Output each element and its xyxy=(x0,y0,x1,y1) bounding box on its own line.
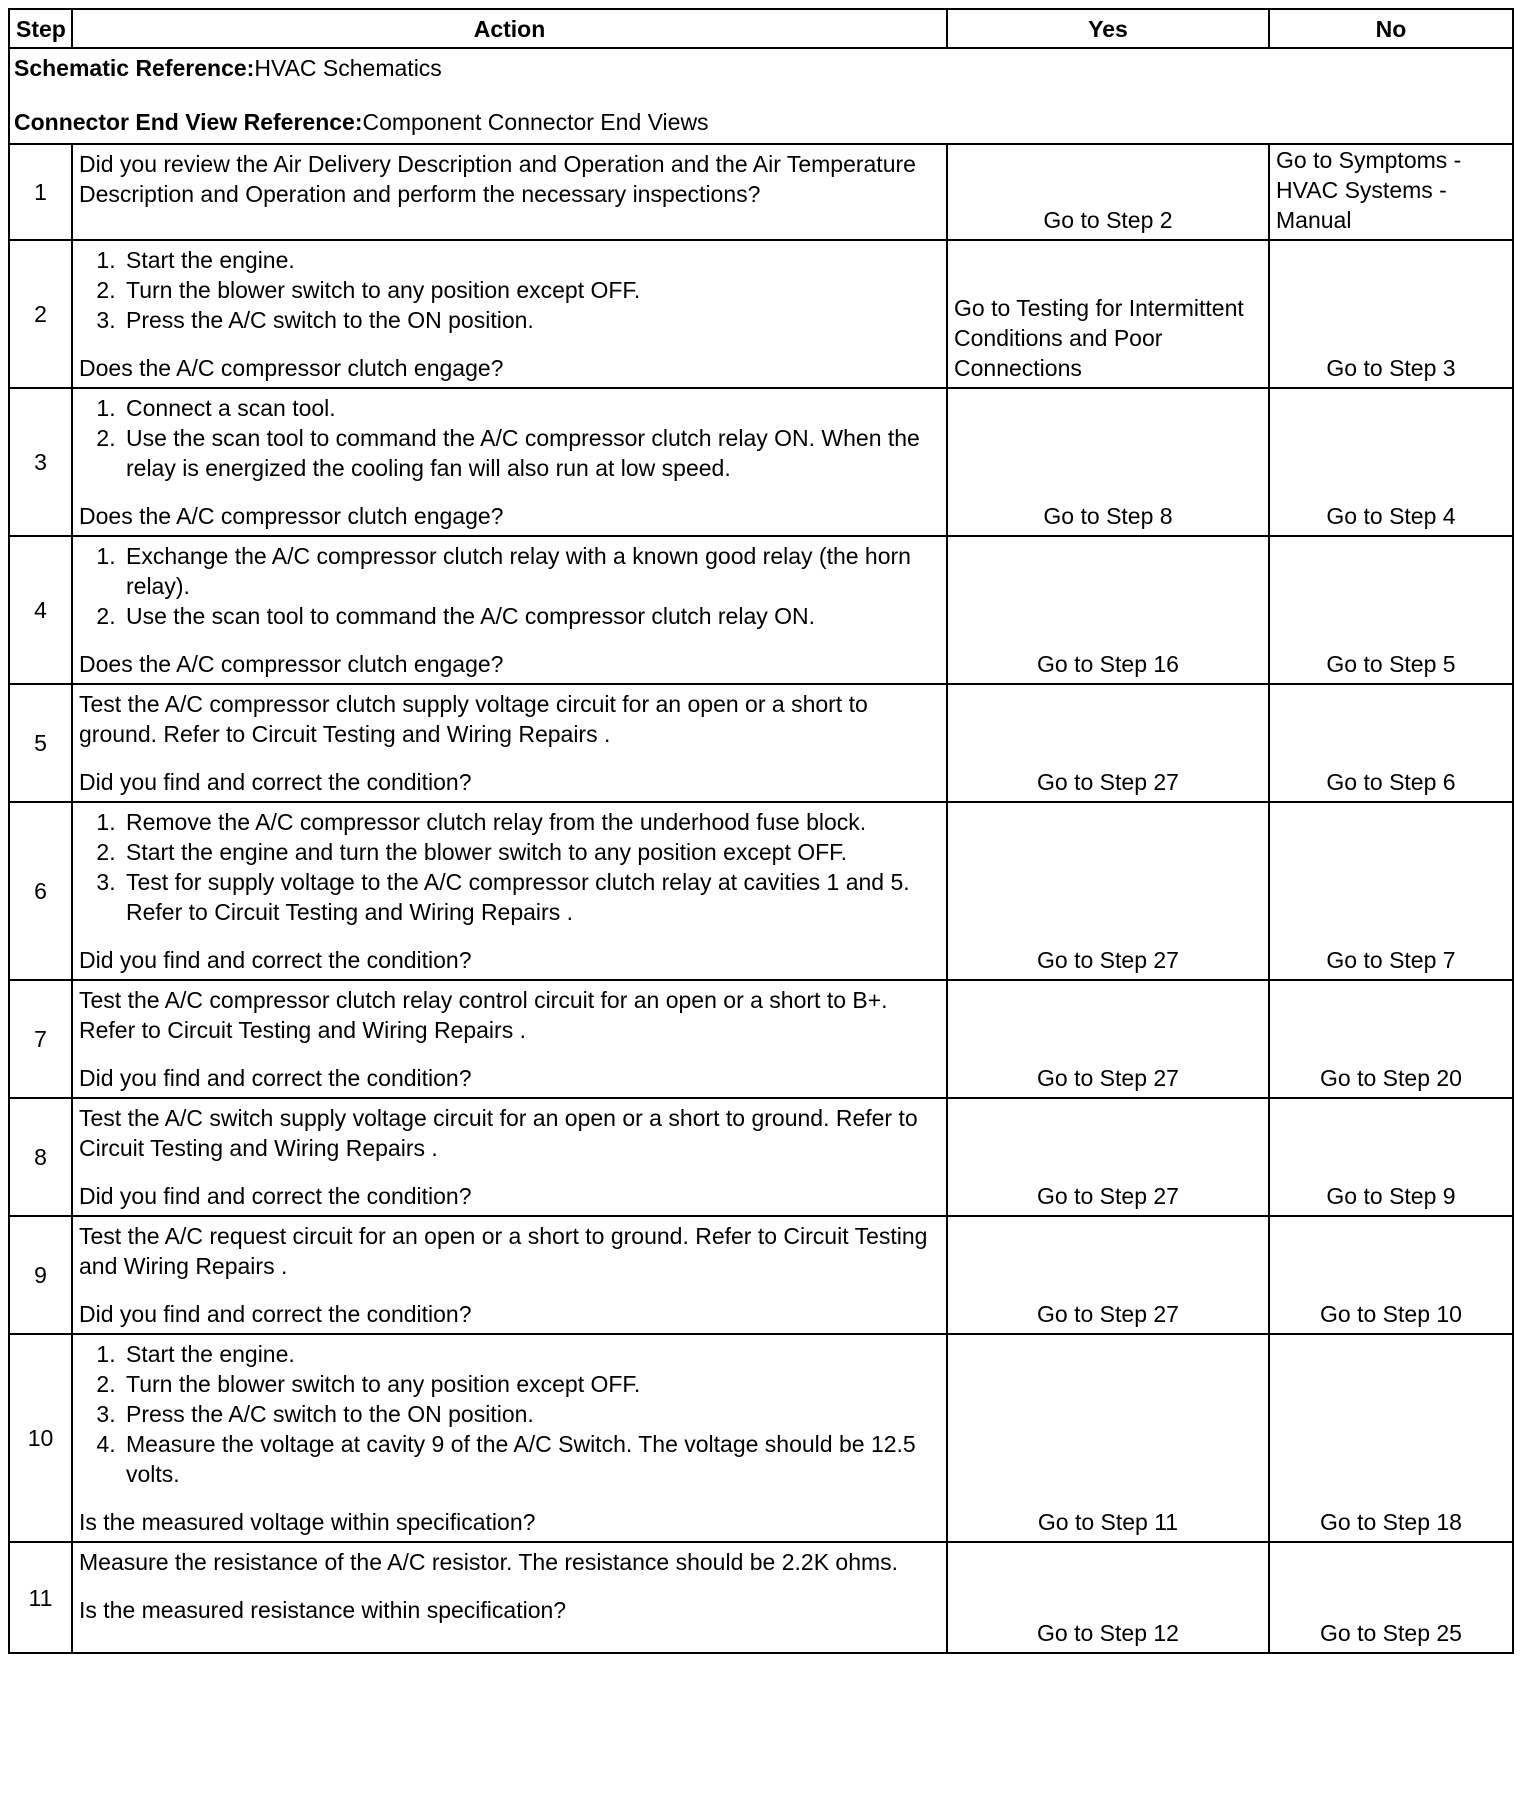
action-step-item: 1. Remove the A/C compressor clutch relay from the underhood fuse block. xyxy=(122,807,940,837)
action-text: Test the A/C compressor clutch supply voltage circuit for an open or a short to ground. Refer to Circuit Testing and Wiring Repairs . xyxy=(79,691,868,747)
action-text: Test the A/C request circuit for an open or a short to ground. Refer to Circuit Testing and Wiring Repairs . xyxy=(79,1223,928,1279)
action-step-item: 1. Start the engine. xyxy=(122,245,940,275)
schematic-reference xyxy=(14,53,1508,83)
table-row xyxy=(9,388,1513,536)
no-action-link[interactable]: Go to Step 20 xyxy=(1269,980,1513,1098)
action-cell xyxy=(72,1216,947,1334)
action-cell xyxy=(72,802,947,980)
table-row xyxy=(9,1334,1513,1542)
connector-reference-link[interactable]: Component Connector End Views xyxy=(362,109,709,135)
action-step-item: 2. Turn the blower switch to any position except OFF. xyxy=(122,1369,940,1399)
no-action-link[interactable]: Go to Step 25 xyxy=(1269,1542,1513,1653)
no-action-link[interactable]: Go to Step 7 xyxy=(1269,802,1513,980)
header-no: No xyxy=(1269,9,1513,48)
yes-action-link[interactable]: Go to Step 12 xyxy=(947,1542,1269,1653)
no-action-link[interactable]: Go to Step 3 xyxy=(1269,240,1513,388)
yes-action-link[interactable]: Go to Step 27 xyxy=(947,1098,1269,1216)
header-yes: Yes xyxy=(947,9,1269,48)
action-cell xyxy=(72,1542,947,1653)
yes-action-link[interactable]: Go to Step 27 xyxy=(947,1216,1269,1334)
diagnostic-table-sheet xyxy=(8,8,1512,1654)
step-number: 4 xyxy=(9,536,72,684)
yes-action-link[interactable]: Go to Step 27 xyxy=(947,980,1269,1098)
action-step-item: 2. Use the scan tool to command the A/C compressor clutch relay ON. When the relay is energized the cooling fan will also run at low speed. xyxy=(122,423,940,483)
yes-action-link[interactable]: Go to Testing for Intermittent Conditions and Poor Connections xyxy=(947,240,1269,388)
table-row xyxy=(9,802,1513,980)
action-step-item: 1. Connect a scan tool. xyxy=(122,393,940,423)
connector-reference-label: Connector End View Reference: xyxy=(14,109,363,135)
action-question: Is the measured resistance within specification? xyxy=(79,1597,567,1623)
schematic-reference-label: Schematic Reference: xyxy=(14,55,255,81)
header-action: Action xyxy=(72,9,947,48)
header-step: Step xyxy=(9,9,72,48)
action-question: Did you find and correct the condition? xyxy=(79,1183,472,1209)
action-step-item: 2. Turn the blower switch to any position except OFF. xyxy=(122,275,940,305)
yes-action-link[interactable]: Go to Step 11 xyxy=(947,1334,1269,1542)
action-steps-list xyxy=(79,807,940,927)
yes-action-link[interactable]: Go to Step 8 xyxy=(947,388,1269,536)
step-number: 11 xyxy=(9,1542,72,1653)
step-number: 3 xyxy=(9,388,72,536)
action-steps-list xyxy=(79,393,940,483)
action-question: Is the measured voltage within specification? xyxy=(79,1509,536,1535)
action-cell xyxy=(72,144,947,240)
reference-cell xyxy=(9,48,1513,144)
no-action-link[interactable]: Go to Step 9 xyxy=(1269,1098,1513,1216)
action-question: Does the A/C compressor clutch engage? xyxy=(79,651,504,677)
step-number: 8 xyxy=(9,1098,72,1216)
table-row xyxy=(9,1098,1513,1216)
table-row xyxy=(9,1216,1513,1334)
no-action-link[interactable]: Go to Step 5 xyxy=(1269,536,1513,684)
step-number: 9 xyxy=(9,1216,72,1334)
action-cell xyxy=(72,1334,947,1542)
action-cell xyxy=(72,388,947,536)
action-question: Did you find and correct the condition? xyxy=(79,1301,472,1327)
no-action-link[interactable]: Go to Step 4 xyxy=(1269,388,1513,536)
action-question: Does the A/C compressor clutch engage? xyxy=(79,355,504,381)
action-step-item: 1. Start the engine. xyxy=(122,1339,940,1369)
action-step-item: 4. Measure the voltage at cavity 9 of the A/C Switch. The voltage should be 12.5 volts. xyxy=(122,1429,940,1489)
no-action-link[interactable]: Go to Step 6 xyxy=(1269,684,1513,802)
action-step-item: 3. Press the A/C switch to the ON position. xyxy=(122,1399,940,1429)
action-text: Test the A/C compressor clutch relay control circuit for an open or a short to B+. Refer to Circuit Testing and Wiring Repairs . xyxy=(79,987,888,1043)
no-action-link[interactable]: Go to Step 10 xyxy=(1269,1216,1513,1334)
action-text: Measure the resistance of the A/C resistor. The resistance should be 2.2K ohms. xyxy=(79,1549,899,1575)
action-cell xyxy=(72,1098,947,1216)
table-row xyxy=(9,536,1513,684)
action-cell xyxy=(72,240,947,388)
table-row xyxy=(9,980,1513,1098)
action-question: Does the A/C compressor clutch engage? xyxy=(79,503,504,529)
action-step-item: 1. Exchange the A/C compressor clutch relay with a known good relay (the horn relay). xyxy=(122,541,940,601)
step-number: 1 xyxy=(9,144,72,240)
action-cell xyxy=(72,536,947,684)
step-number: 7 xyxy=(9,980,72,1098)
action-text: Did you review the Air Delivery Description and Operation and the Air Temperature Description and Operation and perform the necessary inspections? xyxy=(79,151,916,207)
step-number: 5 xyxy=(9,684,72,802)
action-text: Test the A/C switch supply voltage circuit for an open or a short to ground. Refer to Circuit Testing and Wiring Repairs . xyxy=(79,1105,918,1161)
action-question: Did you find and correct the condition? xyxy=(79,1065,472,1091)
yes-action-link[interactable]: Go to Step 16 xyxy=(947,536,1269,684)
schematic-reference-link[interactable]: HVAC Schematics xyxy=(254,55,442,81)
action-step-item: 2. Use the scan tool to command the A/C compressor clutch relay ON. xyxy=(122,601,940,631)
no-action-link[interactable]: Go to Step 18 xyxy=(1269,1334,1513,1542)
action-step-item: 3. Press the A/C switch to the ON position. xyxy=(122,305,940,335)
yes-action-link[interactable]: Go to Step 27 xyxy=(947,684,1269,802)
reference-row xyxy=(9,48,1513,144)
action-steps-list xyxy=(79,245,940,335)
action-question: Did you find and correct the condition? xyxy=(79,947,472,973)
action-question: Did you find and correct the condition? xyxy=(79,769,472,795)
table-row xyxy=(9,144,1513,240)
action-cell xyxy=(72,684,947,802)
action-steps-list xyxy=(79,1339,940,1489)
table-row xyxy=(9,1542,1513,1653)
no-action-link[interactable]: Go to Symptoms - HVAC Systems - Manual xyxy=(1269,144,1513,240)
step-number: 6 xyxy=(9,802,72,980)
action-steps-list xyxy=(79,541,940,631)
step-number: 10 xyxy=(9,1334,72,1542)
header-row xyxy=(9,9,1513,48)
connector-reference xyxy=(14,107,1508,137)
action-step-item: 2. Start the engine and turn the blower switch to any position except OFF. xyxy=(122,837,940,867)
yes-action-link[interactable]: Go to Step 2 xyxy=(947,144,1269,240)
table-row xyxy=(9,240,1513,388)
yes-action-link[interactable]: Go to Step 27 xyxy=(947,802,1269,980)
table-row xyxy=(9,684,1513,802)
action-cell xyxy=(72,980,947,1098)
action-step-item: 3. Test for supply voltage to the A/C compressor clutch relay at cavities 1 and 5. Refer to Circuit Testing and Wiring Repairs . xyxy=(122,867,940,927)
diagnostic-table xyxy=(8,8,1514,1654)
step-number: 2 xyxy=(9,240,72,388)
